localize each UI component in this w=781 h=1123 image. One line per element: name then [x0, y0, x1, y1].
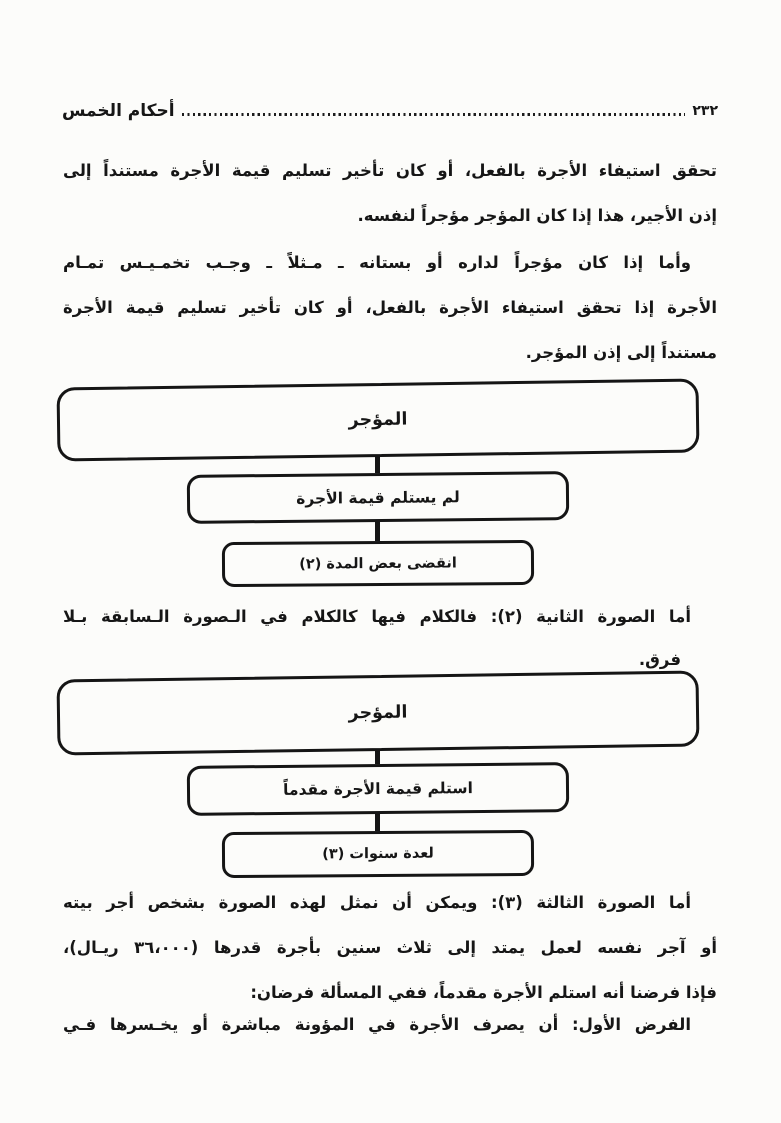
text-line: أما الصورة الثانية (٢): فالكلام فيها كالكلام في الـصورة الـسابقة بـلا: [63, 607, 691, 626]
flowchart-2-middle-box: استلم قيمة الأجرة مقدماً: [186, 762, 568, 816]
text-line: الفرض الأول: أن يصرف الأجرة في المؤونة مباشرة أو يخـسرها فـي: [63, 1015, 691, 1034]
text-line: مستنداً إلى إذن المؤجر.: [525, 343, 717, 362]
page-number: ٢٣٢: [692, 103, 718, 119]
flowchart-1: [50, 379, 705, 586]
text-line: فرق.: [638, 650, 681, 669]
connector-line: [375, 457, 380, 473]
flowchart-1-bottom-box: انقضى بعض المدة (٢): [221, 540, 533, 587]
flowchart-2-bottom-box: لعدة سنوات (٣): [221, 830, 533, 878]
flowchart-2: [50, 671, 705, 877]
text-line: الأجرة إذا تحقق استيفاء الأجرة بالفعل، أو كان تأخير تسليم قيمة الأجرة: [63, 298, 717, 317]
flowchart-1-top-box: المؤجر: [56, 379, 699, 462]
connector-line: [375, 814, 380, 831]
flowchart-1-middle-box: لم يستلم قيمة الأجرة: [186, 471, 568, 524]
running-title: أحكام الخمس: [62, 101, 175, 121]
connector-line: [375, 751, 380, 764]
text-line: إذن الأجير، هذا إذا كان المؤجر مؤجراً لنفسه.: [357, 206, 717, 225]
text-line: تحقق استيفاء الأجرة بالفعل، أو كان تأخير تسليم قيمة الأجرة مستنداً إلى: [63, 161, 717, 180]
text-line: أما الصورة الثالثة (٣): ويمكن أن نمثل لهذه الصورة بشخص أجر بيته: [63, 893, 691, 912]
connector-line: [375, 522, 380, 541]
dot-leader: [182, 113, 686, 116]
text-line: أو آجر نفسه لعمل يمتد إلى ثلاث سنين بأجرة قدرها (٣٦،٠٠٠ ريـال)،: [63, 938, 717, 957]
paragraph-4: [63, 880, 717, 1015]
paragraph-5: [63, 1002, 717, 1047]
text-line: وأما إذا كان مؤجراً لداره أو بستانه ـ مـثلاً ـ وجـب تخمـيـس تمـام: [63, 253, 691, 272]
flowchart-2-top-box: المؤجر: [56, 671, 699, 756]
page-header: [62, 94, 718, 122]
paragraph-3: [63, 595, 717, 681]
paragraph-1: [63, 148, 717, 238]
paragraph-2: [63, 240, 717, 375]
text-line: فإذا فرضنا أنه استلم الأجرة مقدماً، ففي المسألة فرضان:: [250, 983, 717, 1002]
